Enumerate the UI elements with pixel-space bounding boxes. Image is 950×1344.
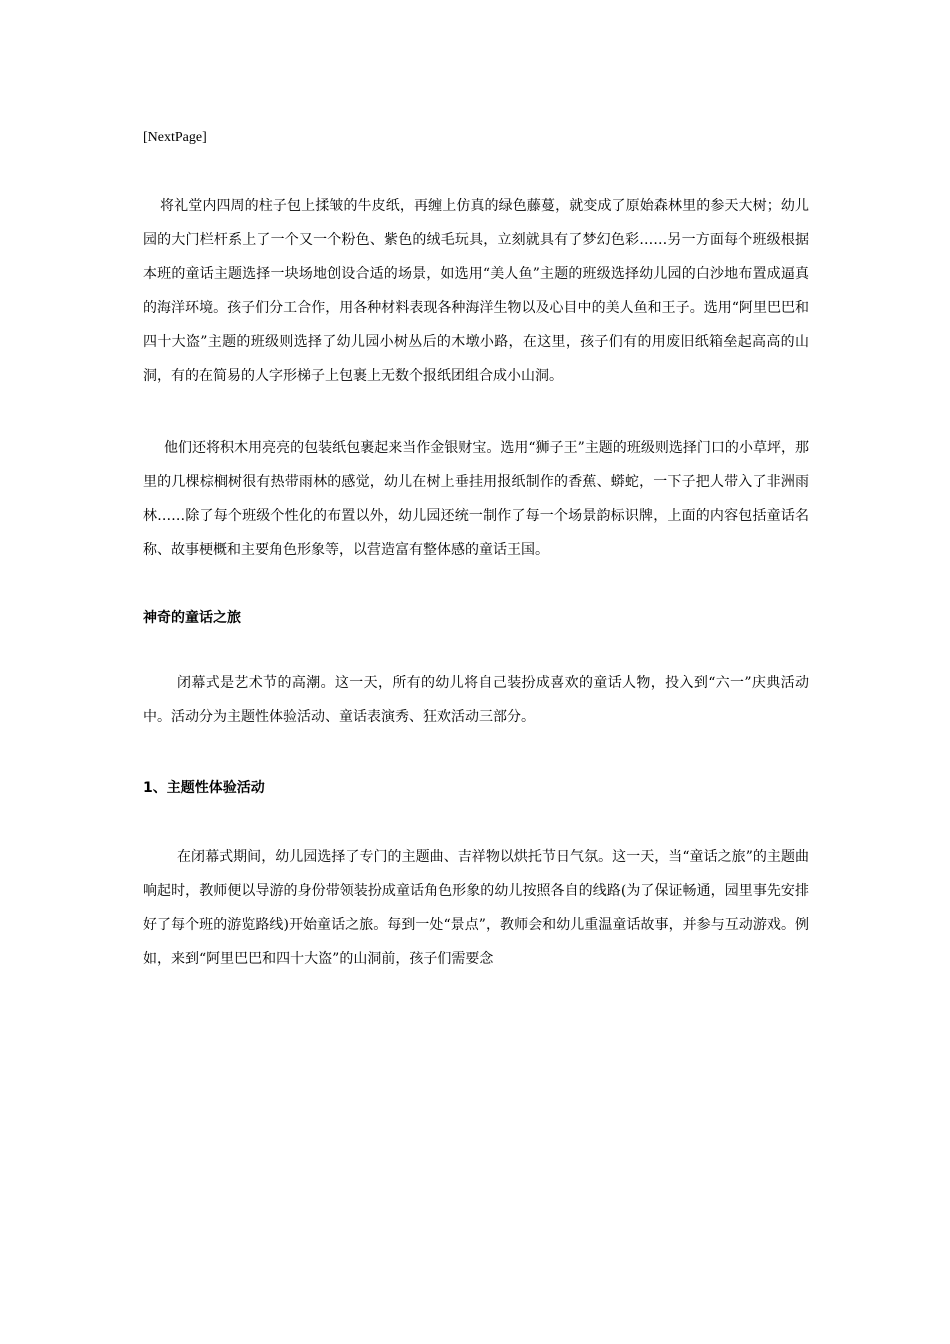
document-content xyxy=(143,123,809,976)
page-marker: [NextPage] xyxy=(143,130,207,145)
section-heading-fairy-tale-journey: 神奇的童话之旅 xyxy=(143,610,241,626)
paragraph-treasure-and-rainforest: 他们还将积木用亮亮的包装纸包裹起来当作金银财宝。选用“狮子王”主题的班级则选择门口的小草坪，那里的几棵棕榈树很有热带雨林的感觉，幼儿在树上垂挂用报纸制作的香蕉、蟒蛇，一下子把人带入了非洲雨林……除了每个班级个性化的布置以外，幼儿园还统一制作了每一个场景韵标识牌，上面的内容包括童话名称、故事梗概和主要角色形象等，以营造富有整体感的童话王国。 xyxy=(143,440,809,558)
paragraph-theme-activity: 在闭幕式期间，幼儿园选择了专门的主题曲、吉祥物以烘托节日气氛。这一天，当“童话之旅”的主题曲响起时，教师便以导游的身份带领装扮成童话角色形象的幼儿按照各自的线路(为了保证畅通，园里事先安排好了每个班的游览路线)开始童话之旅。每到一处“景点”，教师会和幼儿重温童话故事，并参与互动游戏。例如，来到“阿里巴巴和四十大盗”的山洞前，孩子们需要念 xyxy=(143,849,809,967)
paragraph-closing-ceremony: 闭幕式是艺术节的高潮。这一天，所有的幼儿将自己装扮成喜欢的童话人物，投入到“六一”庆典活动中。活动分为主题性体验活动、童话表演秀、狂欢活动三部分。 xyxy=(143,675,809,725)
subsection-heading-theme-activity: 1、主题性体验活动 xyxy=(143,780,265,796)
paragraph-decoration-scenes: 将礼堂内四周的柱子包上揉皱的牛皮纸，再缠上仿真的绿色藤蔓，就变成了原始森林里的参天大树；幼儿园的大门栏杆系上了一个又一个粉色、紫色的绒毛玩具，立刻就具有了梦幻色彩……另一方面每个班级根据本班的童话主题选择一块场地创设合适的场景，如选用“美人鱼”主题的班级选择幼儿园的白沙地布置成逼真的海洋环境。孩子们分工合作，用各种材料表现各种海洋生物以及心目中的美人鱼和王子。选用“阿里巴巴和四十大盗”主题的班级则选择了幼儿园小树丛后的木墩小路，在这里，孩子们有的用废旧纸箱垒起高高的山洞，有的在简易的人字形梯子上包裹上无数个报纸团组合成小山洞。 xyxy=(143,198,809,384)
